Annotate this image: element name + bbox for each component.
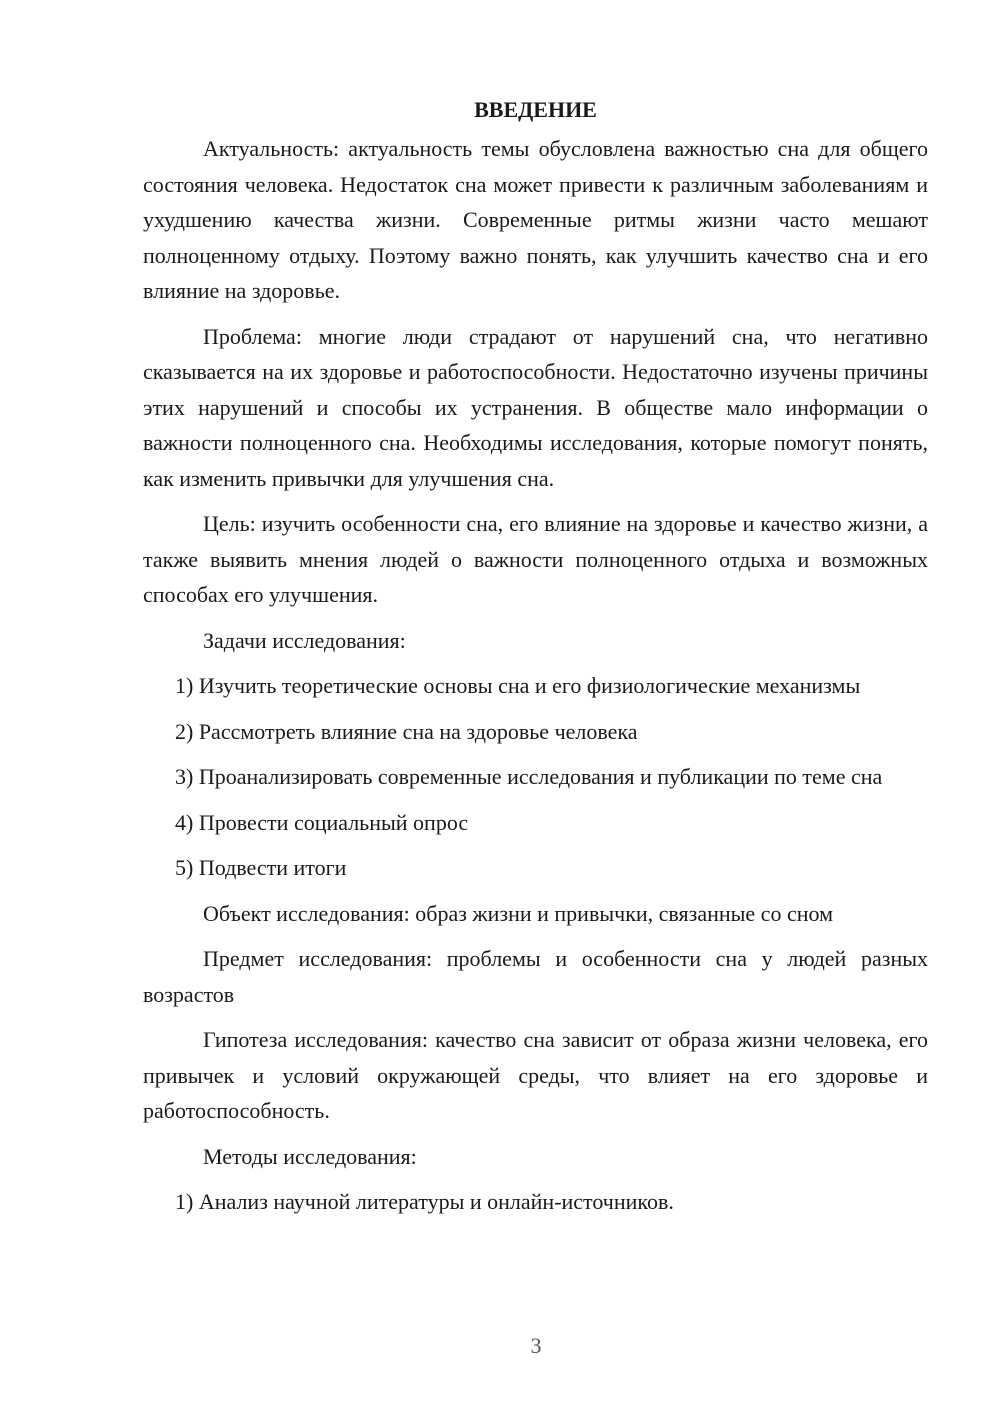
task-item-3: 3) Проанализировать современные исследования и публикации по теме сна bbox=[175, 764, 883, 789]
paragraph-subject: Предмет исследования: проблемы и особенности сна у людей разных возрастов bbox=[143, 946, 928, 1007]
page-number: 3 bbox=[530, 1333, 542, 1358]
document-page bbox=[143, 92, 928, 1230]
paragraph-hypothesis: Гипотеза исследования: качество сна зависит от образа жизни человека, его привычек и условий окружающей среды, что влияет на его здоровье и работоспособность. bbox=[143, 1027, 928, 1123]
paragraph-object: Объект исследования: образ жизни и привычки, связанные со сном bbox=[203, 900, 833, 926]
task-item-5: 5) Подвести итоги bbox=[175, 855, 347, 880]
method-item-1: 1) Анализ научной литературы и онлайн-источников. bbox=[175, 1189, 674, 1214]
paragraph-problem: Проблема: многие люди страдают от нарушений сна, что негативно сказывается на их здоровье и работоспособности. Недостаточно изучены причины этих нарушений и способы их устранения. В обществе мало информации о важности полноценного сна. Необходимы исследования, которые помогут понять, как изменить привычки для улучшения сна. bbox=[143, 323, 928, 491]
task-item-1: 1) Изучить теоретические основы сна и его физиологические механизмы bbox=[175, 673, 861, 698]
tasks-heading: Задачи исследования: bbox=[203, 627, 406, 653]
task-item-4: 4) Провести социальный опрос bbox=[175, 809, 469, 835]
methods-heading: Методы исследования: bbox=[203, 1143, 417, 1169]
task-item-2: 2) Рассмотреть влияние сна на здоровье человека bbox=[175, 718, 638, 744]
page-title: ВВЕДЕНИЕ bbox=[474, 97, 597, 122]
paragraph-relevance: Актуальность: актуальность темы обусловлена важностью сна для общего состояния человека. Недостаток сна может привести к различным заболеваниям и ухудшению качества жизни. Современные ритмы жизни часто мешают полноценному отдыху. Поэтому важно понять, как улучшить качество сна и его влияние на здоровье. bbox=[143, 136, 928, 303]
paragraph-goal: Цель: изучить особенности сна, его влияние на здоровье и качество жизни, а также выявить мнения людей о важности полноценного отдыха и возможных способах его улучшения. bbox=[143, 511, 928, 607]
